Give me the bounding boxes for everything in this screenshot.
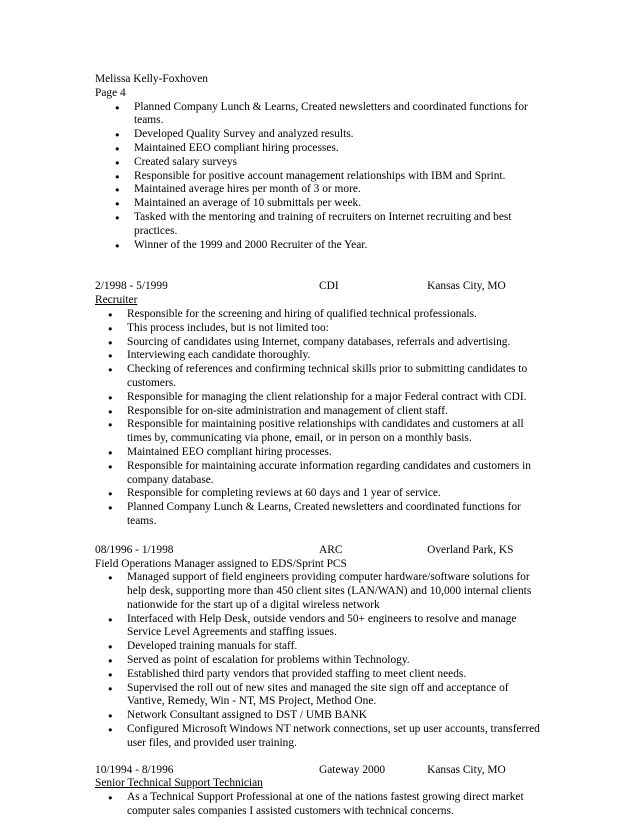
list-item: ● Responsible for managing the client relationship for a major Federal contract with CDI. (108, 390, 527, 403)
job-dates: 08/1996 - 1/1998 (95, 543, 174, 556)
list-item: ● Developed Quality Survey and analyzed results. (115, 128, 354, 141)
list-item: ● This process includes, but is not limited too: (108, 321, 329, 334)
bullet-icon: ● (115, 171, 120, 181)
list-item: ● Responsible for the screening and hiring of qualified technical professionals. (108, 307, 477, 320)
job-title: Field Operations Manager assigned to EDS/Sprint PCS (95, 557, 347, 570)
bullet-icon: ● (108, 461, 113, 471)
bullet-icon: ● (115, 143, 120, 153)
bullet-icon: ● (108, 503, 113, 513)
list-item: ● Checking of references and confirming technical skills prior to submitting candidates to customers. (108, 363, 528, 389)
list-item: ● Responsible for maintaining accurate information regarding candidates and customers in company database. (108, 459, 531, 486)
bullet-icon: ● (108, 489, 113, 499)
job-dates: 10/1994 - 8/1996 (95, 763, 174, 776)
job-location: Overland Park, KS (427, 543, 514, 556)
list-item: ● Managed support of field engineers providing computer hardware/software solutions for help desk, supporting more than 450 client sites (LAN/WAN) and 10,000 internal clients nationwide for the start up of a digital wireless network (108, 571, 532, 611)
bullet-icon: ● (108, 614, 113, 624)
bullet-icon: ● (115, 185, 120, 195)
job-title: Recruiter (95, 294, 138, 307)
job-dates: 2/1998 - 5/1999 (95, 280, 168, 293)
bullet-icon: ● (108, 337, 113, 347)
list-item: ● Responsible for maintaining positive relationships with candidates and customers at all times by, communicating via phone, email, or in person on a monthly basis. (108, 418, 524, 445)
bullet-icon: ● (108, 656, 113, 666)
list-item: ● Winner of the 1999 and 2000 Recruiter of the Year. (115, 238, 368, 251)
bullet-icon: ● (115, 212, 120, 222)
bullet-icon: ● (108, 323, 113, 333)
job-company: ARC (319, 543, 343, 556)
bullet-icon: ● (108, 683, 113, 693)
job-location: Kansas City, MO (427, 280, 506, 293)
list-item: ● Established third party vendors that provided staffing to meet client needs. (108, 667, 467, 680)
list-item: ● Configured Microsoft Windows NT network connections, set up user accounts, transferred user files, and provided user training. (108, 723, 540, 749)
bullet-icon: ● (108, 392, 113, 402)
list-item: ● Maintained EEO compliant hiring processes. (115, 141, 339, 154)
bullet-icon: ● (108, 420, 113, 430)
list-item: ● Supervised the roll out of new sites and managed the site sign off and acceptance of Vantive, Remedy, Win - NT, MS Project, Method One. (108, 681, 509, 708)
bullet-icon: ● (108, 573, 113, 583)
job-location: Kansas City, MO (427, 763, 506, 776)
candidate-name: Melissa Kelly-Foxhoven (95, 73, 208, 85)
job-company: Gateway 2000 (319, 763, 386, 776)
intro-bullet-list (95, 101, 545, 253)
bullet-icon: ● (115, 240, 120, 250)
list-item: ● Network Consultant assigned to DST / UMB BANK (108, 709, 367, 722)
bullet-icon: ● (108, 406, 113, 416)
list-item: ● Planned Company Lunch & Learns, Created newsletters and coordinated functions for teams. (108, 501, 521, 527)
list-item: ● As a Technical Support Professional at one of the nations fastest growing direct market computer sales companies I assisted customers with technical concerns. (108, 791, 524, 818)
list-item: ● Created salary surveys (115, 155, 238, 168)
job-bullet-list (95, 791, 545, 819)
bullet-icon: ● (108, 447, 113, 457)
list-item: ● Responsible for on-site administration and management of client staff. (108, 404, 448, 417)
list-item: ● Interviewing each candidate thoroughly. (108, 349, 311, 362)
bullet-icon: ● (115, 130, 120, 140)
bullet-icon: ● (108, 711, 113, 721)
bullet-icon: ● (108, 669, 113, 679)
list-item: ● Maintained average hires per month of 3 or more. (115, 183, 361, 196)
list-item: ● Tasked with the mentoring and training of recruiters on Internet recruiting and best practices. (115, 210, 512, 237)
job-header-arc (95, 544, 545, 558)
bullet-icon: ● (108, 365, 113, 375)
list-item: ● Developed training manuals for staff. (108, 640, 298, 653)
bullet-icon: ● (115, 102, 120, 112)
job-bullet-list (95, 571, 545, 750)
list-item: ● Maintained an average of 10 submittals per week. (115, 197, 362, 210)
list-item: ● Responsible for positive account management relationships with IBM and Sprint. (115, 169, 506, 182)
list-item: ● Interfaced with Help Desk, outside vendors and 50+ engineers to resolve and manage Service Level Agreements and staffing issues. (108, 612, 517, 639)
list-item: ● Sourcing of candidates using Internet, company databases, referrals and advertising. (108, 335, 511, 348)
job-bullet-list (95, 308, 545, 529)
list-item: ● Maintained EEO compliant hiring processes. (108, 445, 332, 458)
list-item: ● Responsible for completing reviews at 60 days and 1 year of service. (108, 487, 441, 500)
bullet-icon: ● (115, 199, 120, 209)
job-company: CDI (319, 280, 339, 293)
resume-page (95, 73, 545, 819)
bullet-icon: ● (108, 351, 113, 361)
bullet-icon: ● (115, 157, 120, 167)
list-item: ● Served as point of escalation for problems within Technology. (108, 654, 410, 667)
job-header-gateway (95, 764, 545, 778)
list-item: ● Planned Company Lunch & Learns, Created newsletters and coordinated functions for teams. (115, 100, 528, 127)
bullet-icon: ● (108, 725, 113, 735)
bullet-icon: ● (108, 642, 113, 652)
bullet-icon: ● (108, 793, 113, 803)
bullet-icon: ● (108, 309, 113, 319)
job-title: Senior Technical Support Technician (95, 777, 263, 790)
page-number: Page 4 (95, 86, 126, 99)
job-header-cdi (95, 280, 545, 294)
